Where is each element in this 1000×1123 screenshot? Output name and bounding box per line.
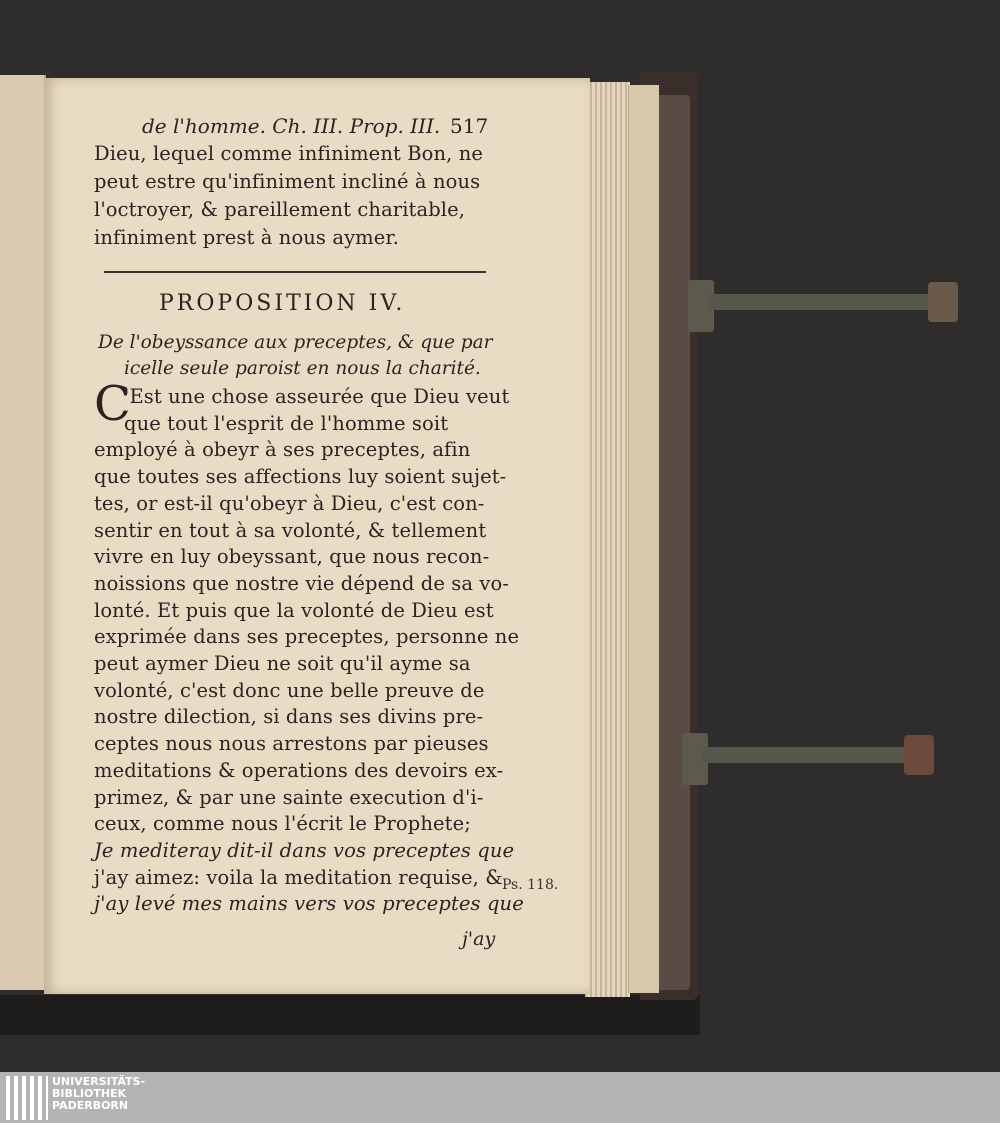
text-line: que tout l'esprit de l'homme soit [124, 411, 449, 435]
text-line: peut aymer Dieu ne soit qu'il ayme sa [94, 652, 471, 675]
catchword: j'ay [462, 928, 496, 950]
library-footer [0, 1072, 1000, 1123]
text-line: infiniment prest à nous aymer. [94, 226, 399, 249]
page-number: 517 [450, 114, 489, 138]
library-logo-icon [6, 1076, 48, 1120]
text-line: exprimée dans ses preceptes, personne ne [94, 625, 520, 649]
text-line: sentir en tout à sa volonté, & tellement [94, 518, 487, 542]
text-line: peut estre qu'infiniment incliné à nous [94, 170, 481, 193]
text-line: nostre dilection, si dans ses divins pre- [94, 705, 484, 729]
text-line: noissions que nostre vie dépend de sa vo- [94, 571, 510, 595]
text-line: tes, or est-il qu'obeyr à Dieu, c'est con- [94, 491, 485, 515]
proposition-subtitle-line: icelle seule paroist en nous la charité. [124, 358, 481, 379]
section-rule [104, 271, 486, 273]
text-line: lonté. Et puis que la volonté de Dieu est [94, 598, 494, 622]
proposition-subtitle-line: De l'obeyssance aux preceptes, & que par [98, 332, 493, 353]
logo-line: BIBLIOTHEK [52, 1087, 127, 1100]
text-line: primez, & par une sainte execution d'i- [94, 785, 484, 809]
book-shadow [0, 995, 700, 1035]
text-line: vivre en luy obeyssant, que nous recon- [94, 545, 490, 569]
text-line: que toutes ses affections luy soient sujet- [94, 465, 507, 489]
left-page-edge [0, 75, 46, 990]
text-line: ceptes nous nous arrestons par pieuses [94, 732, 489, 756]
lower-clasp-bar [702, 747, 927, 763]
text-line: meditations & operations des devoirs ex- [94, 758, 504, 782]
library-logo-text [52, 1076, 145, 1112]
page-block-edges [585, 82, 630, 997]
text-line: l'octroyer, & pareillement charitable, [94, 198, 466, 221]
text-line: j'ay levé mes mains vers vos preceptes que [94, 892, 524, 916]
logo-line: UNIVERSITÄTS- [52, 1075, 146, 1088]
text-line: Je mediteray dit-il dans vos preceptes que [94, 838, 515, 862]
text-line: Dieu, lequel comme infiniment Bon, ne [94, 142, 484, 165]
upper-clasp-bar [708, 294, 938, 310]
text-line: j'ay aimez: voila la meditation requise, & [94, 865, 503, 889]
flyleaf [628, 85, 659, 993]
running-title: de l'homme. Ch. III. Prop. III. [142, 114, 441, 138]
text-line: ceux, comme nous l'écrit le Prophete; [94, 812, 471, 836]
book-page [44, 78, 590, 994]
drop-cap: C [94, 376, 131, 432]
margin-note: Ps. 118. [502, 877, 559, 893]
text-line: employé à obeyr à ses preceptes, afin [94, 438, 471, 462]
page-header [94, 114, 544, 144]
text-line: volonté, c'est donc une belle preuve de [94, 678, 485, 702]
text-line: 'Est une chose asseurée que Dieu veut [124, 385, 510, 408]
upper-clasp-end [928, 282, 958, 322]
proposition-title: PROPOSITION IV. [159, 291, 406, 316]
logo-line: PADERBORN [52, 1099, 129, 1112]
lower-clasp-end [904, 735, 934, 775]
